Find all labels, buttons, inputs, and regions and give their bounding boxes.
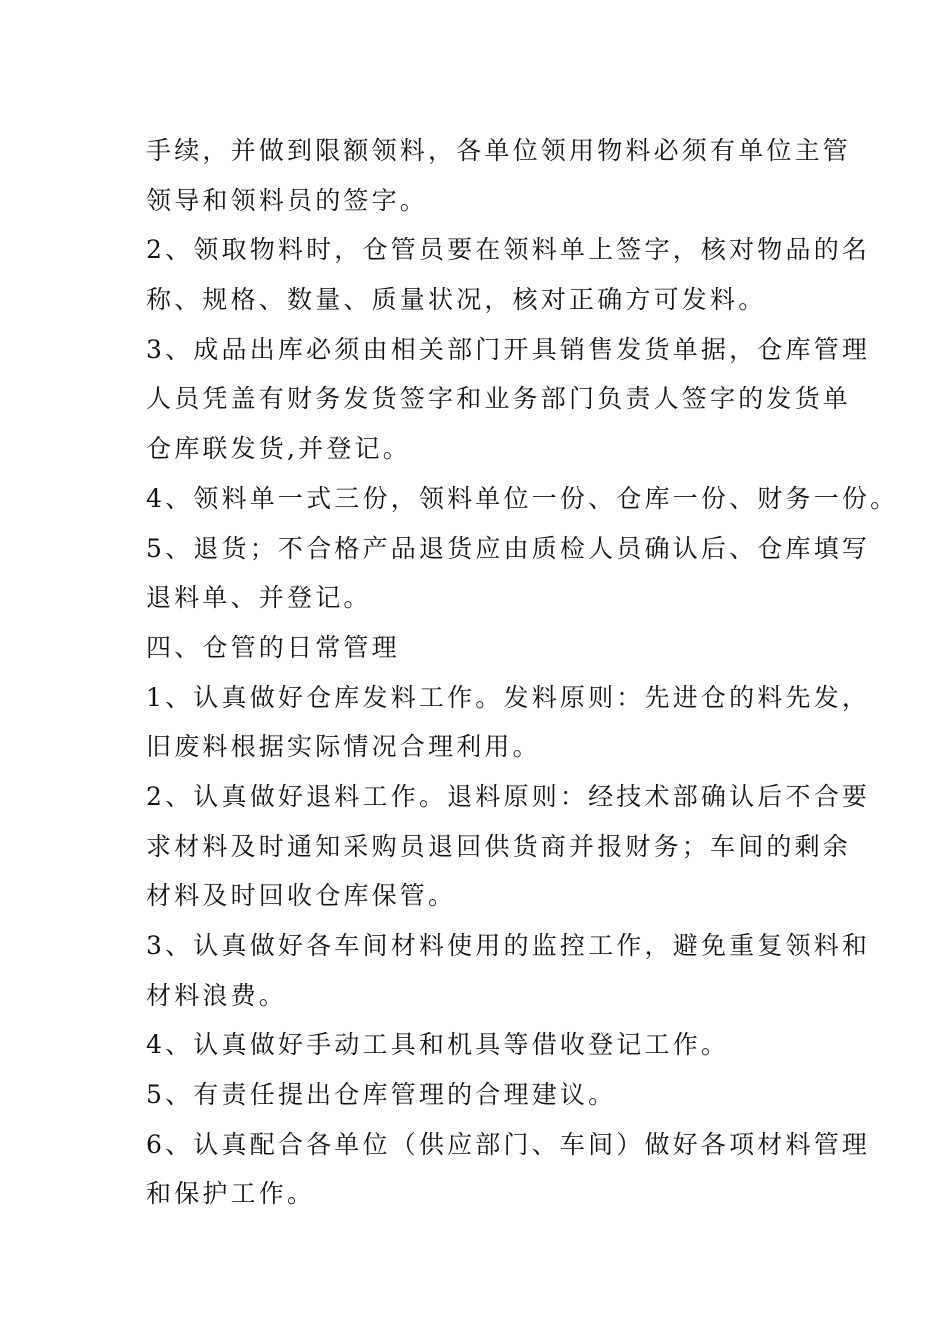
text-line: 材料浪费。 xyxy=(146,980,288,1010)
text-line: 人员凭盖有财务发货签字和业务部门负责人签字的发货单 xyxy=(146,384,852,414)
text-line: 4、认真做好手动工具和机具等借收登记工作。 xyxy=(146,1030,730,1060)
document-body xyxy=(146,126,899,1219)
text-line: 6、认真配合各单位（供应部门、车间）做好各项材料管理 xyxy=(146,1129,871,1159)
text-line: 2、认真做好退料工作。退料原则：经技术部确认后不合要 xyxy=(146,781,871,811)
section-heading: 四、仓管的日常管理 xyxy=(146,632,400,662)
text-line: 称、规格、数量、质量状况，核对正确方可发料。 xyxy=(146,285,767,315)
text-line: 5、退货；不合格产品退货应由质检人员确认后、仓库填写 xyxy=(146,533,871,563)
text-line: 3、认真做好各车间材料使用的监控工作，避免重复领料和 xyxy=(146,931,871,960)
text-line: 4、领料单一式三份，领料单位一份、仓库一份、财务一份。 xyxy=(146,483,899,513)
text-line: 1、认真做好仓库发料工作。发料原则：先进仓的料先发， xyxy=(146,682,871,712)
text-line: 求材料及时通知采购员退回供货商并报财务；车间的剩余 xyxy=(146,831,852,861)
text-line: 材料及时回收仓库保管。 xyxy=(146,881,457,911)
text-line: 退料单、并登记。 xyxy=(146,583,372,613)
text-line: 旧废料根据实际情况合理利用。 xyxy=(146,732,541,762)
text-line: 和保护工作。 xyxy=(146,1179,316,1209)
text-line: 3、成品出库必须由相关部门开具销售发货单据，仓库管理 xyxy=(146,334,871,364)
text-line: 仓库联发货,并登记。 xyxy=(146,434,411,464)
text-line: 2、领取物料时，仓管员要在领料单上签字，核对物品的名 xyxy=(146,235,871,265)
text-line: 5、有责任提出仓库管理的合理建议。 xyxy=(146,1080,617,1110)
text-line: 领导和领料员的签字。 xyxy=(146,185,429,215)
text-line: 手续，并做到限额领料，各单位领用物料必须有单位主管 xyxy=(146,136,852,165)
